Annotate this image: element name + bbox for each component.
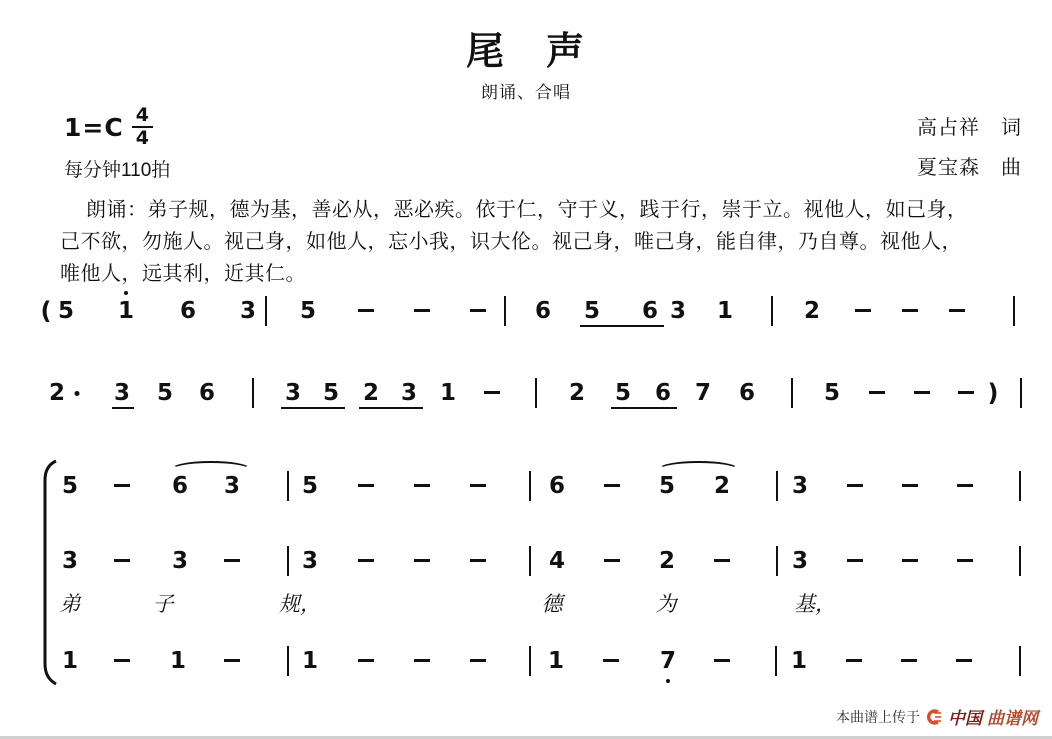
duration-dash: [358, 659, 374, 662]
duration-dash: [958, 391, 974, 394]
beam-underline: [580, 325, 664, 327]
barline: [775, 646, 777, 676]
duration-dash: [714, 659, 730, 662]
slur-arc: [170, 461, 252, 479]
recitation-line-2: 己不欲，勿施人。视己身，如他人，忘小我，识大伦。视己身，唯己身，能自律，乃自尊。视他人，: [60, 231, 962, 253]
recitation-line-1: 朗诵：弟子规，德为基，善必从，恶必疾。依于仁，守于义，践于行，崇于立。视他人，如己身，: [86, 199, 968, 221]
note-digit: 2: [658, 548, 676, 574]
note-digit: 2: [568, 380, 586, 406]
note-digit: 5: [583, 298, 601, 324]
parenthesis: ): [987, 379, 999, 407]
duration-dash: [470, 559, 486, 562]
note-digit: 6: [738, 380, 756, 406]
barline: [535, 378, 537, 408]
note-digit: 3: [400, 380, 418, 406]
barline: [1019, 646, 1021, 676]
note-digit: 1: [716, 298, 734, 324]
barline: [504, 296, 506, 326]
duration-dash: [470, 309, 486, 312]
duration-dash: [358, 484, 374, 487]
note-digit: 3: [171, 548, 189, 574]
tempo-marking: 每分钟110拍: [64, 160, 171, 181]
site-name-cn: 中国: [948, 709, 982, 728]
note-digit: 3: [61, 548, 79, 574]
barline: [252, 378, 254, 408]
barline: [1019, 471, 1021, 501]
note-digit: 2: [713, 473, 731, 499]
duration-dash: [714, 559, 730, 562]
duration-dash: [414, 309, 430, 312]
duration-dash: [956, 659, 972, 662]
duration-dash: [414, 559, 430, 562]
barline: [287, 471, 289, 501]
duration-dash: [603, 659, 619, 662]
note-digit: 2: [362, 380, 380, 406]
barline: [529, 546, 531, 576]
barline: [529, 646, 531, 676]
duration-dash: [957, 484, 973, 487]
parenthesis: (: [40, 297, 52, 325]
duration-dash: [484, 391, 500, 394]
duration-dash: [847, 559, 863, 562]
barline: [1020, 378, 1022, 408]
note-digit: 6: [179, 298, 197, 324]
duration-dash: [470, 659, 486, 662]
note-digit: 5: [614, 380, 632, 406]
duration-dash: [957, 559, 973, 562]
note-digit: 4: [548, 548, 566, 574]
augmentation-dot: [75, 391, 80, 396]
octave-dot-high: [124, 291, 128, 295]
duration-dash: [869, 391, 885, 394]
duration-dash: [901, 659, 917, 662]
key-label: 1=C: [64, 112, 124, 142]
duration-dash: [114, 484, 130, 487]
duration-dash: [855, 309, 871, 312]
note-digit: 1: [169, 648, 187, 674]
duration-dash: [949, 309, 965, 312]
note-digit: 7: [659, 648, 677, 674]
note-digit: 5: [301, 473, 319, 499]
lyric-syllable: 规，: [279, 592, 321, 616]
duration-dash: [902, 559, 918, 562]
beam-underline: [359, 407, 423, 409]
note-digit: 6: [548, 473, 566, 499]
note-digit: 2: [48, 380, 66, 406]
composer-credit: 夏宝森 曲: [917, 157, 1022, 179]
duration-dash: [224, 659, 240, 662]
slur-arc: [657, 461, 740, 479]
upload-note-text: 本曲谱上传于: [836, 708, 920, 725]
note-digit: 1: [301, 648, 319, 674]
duration-dash: [902, 309, 918, 312]
octave-dot-low: [666, 679, 670, 683]
note-digit: 6: [534, 298, 552, 324]
duration-dash: [358, 559, 374, 562]
barline: [771, 296, 773, 326]
barline: [265, 296, 267, 326]
duration-dash: [414, 484, 430, 487]
note-digit: 7: [694, 380, 712, 406]
note-digit: 1: [61, 648, 79, 674]
lyric-syllable: 为: [655, 592, 677, 616]
note-digit: 3: [791, 473, 809, 499]
barline: [1019, 546, 1021, 576]
duration-dash: [604, 484, 620, 487]
note-digit: 3: [239, 298, 257, 324]
barline: [776, 546, 778, 576]
duration-dash: [902, 484, 918, 487]
note-digit: 5: [823, 380, 841, 406]
lyric-syllable: 德: [541, 592, 563, 616]
duration-dash: [224, 559, 240, 562]
lyric-syllable: 基，: [794, 592, 836, 616]
note-digit: 1: [117, 298, 135, 324]
watermark: [836, 704, 1038, 729]
beam-underline: [611, 407, 677, 409]
duration-dash: [847, 484, 863, 487]
note-digit: 5: [57, 298, 75, 324]
beam-underline: [112, 407, 134, 409]
note-digit: 3: [284, 380, 302, 406]
system-bracket-icon: [36, 458, 60, 688]
note-digit: 3: [113, 380, 131, 406]
barline: [287, 646, 289, 676]
note-digit: 3: [791, 548, 809, 574]
note-digit: 3: [223, 473, 241, 499]
note-digit: 6: [171, 473, 189, 499]
note-digit: 5: [658, 473, 676, 499]
note-digit: 1: [547, 648, 565, 674]
subtitle: 朗诵、合唱: [481, 83, 571, 102]
duration-dash: [114, 559, 130, 562]
note-digit: 3: [669, 298, 687, 324]
recitation-line-3: 唯他人，远其利，近其仁。: [60, 263, 306, 285]
barline: [529, 471, 531, 501]
time-denominator: 4: [135, 127, 149, 149]
time-numerator: 4: [132, 106, 153, 128]
barline: [287, 546, 289, 576]
note-digit: 6: [641, 298, 659, 324]
beam-underline: [281, 407, 345, 409]
note-digit: 5: [61, 473, 79, 499]
barline: [791, 378, 793, 408]
lyric-syllable: 弟: [59, 592, 81, 616]
note-digit: 1: [790, 648, 808, 674]
duration-dash: [414, 659, 430, 662]
site-name-rest: 曲谱网: [987, 709, 1038, 728]
duration-dash: [846, 659, 862, 662]
duration-dash: [470, 484, 486, 487]
site-logo-icon: [925, 708, 943, 726]
barline: [1013, 296, 1015, 326]
lyric-syllable: 子: [152, 592, 174, 616]
barline: [776, 471, 778, 501]
duration-dash: [914, 391, 930, 394]
note-digit: 1: [439, 380, 457, 406]
note-digit: 6: [654, 380, 672, 406]
duration-dash: [358, 309, 374, 312]
lyricist-credit: 高占祥 词: [917, 117, 1022, 139]
note-digit: 6: [198, 380, 216, 406]
note-digit: 5: [299, 298, 317, 324]
note-digit: 2: [803, 298, 821, 324]
note-digit: 3: [301, 548, 319, 574]
note-digit: 5: [156, 380, 174, 406]
duration-dash: [604, 559, 620, 562]
duration-dash: [114, 659, 130, 662]
note-digit: 5: [322, 380, 340, 406]
page-title: 尾 声: [465, 28, 586, 73]
